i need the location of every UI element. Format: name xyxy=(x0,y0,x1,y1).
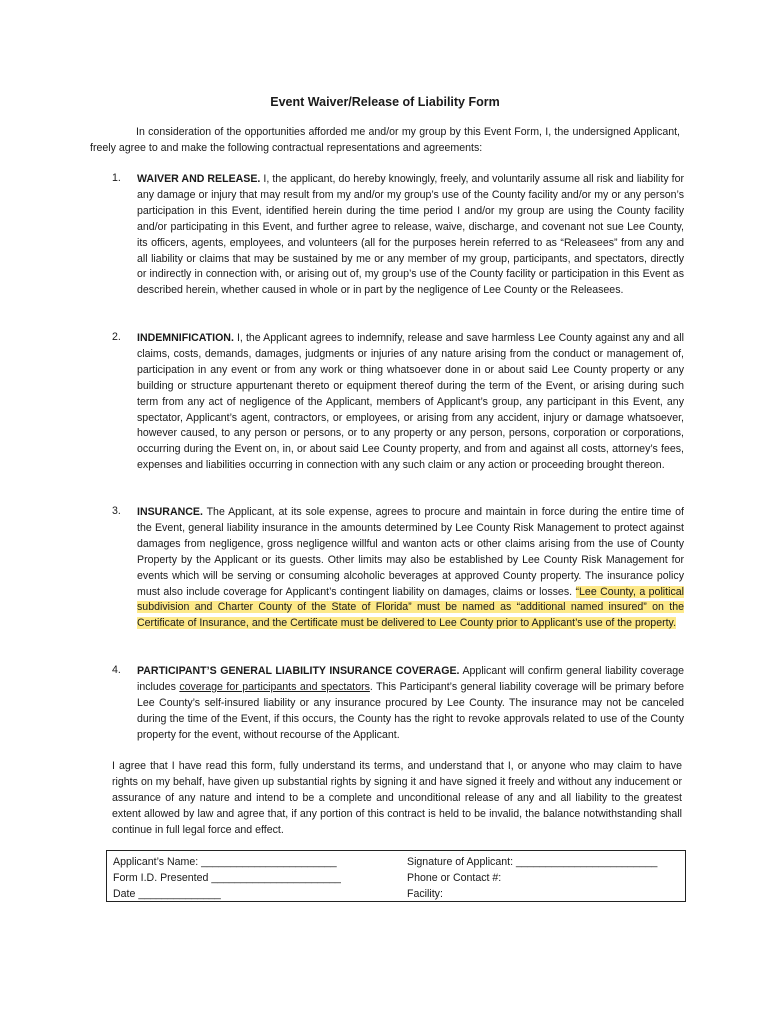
section-indemnification xyxy=(112,331,684,474)
section-text: I, the Applicant agrees to indemnify, release and save harmless Lee County against any and all claims, costs, demands, damages, judgments or injuries of any nature arising from the conduct or management of, participation in any event or from any work or thing whatsoever done in or about said Lee County property or any building or structure appurtenant thereto or equipment thereof during the term of the Event, or arising during such term from any act of negligence of the Applicant, members of Applicant’s group, any participant in this Event, any spectator, Applicant’s agent, contractors, or employees, or arising from any accident, injury or damage whatsoever, however caused, to any person or persons, or to any property or any person, persons, corporation or corporations, occurring during the Event on, in, or about said Lee County property, and from and against all costs, attorney’s fees, expenses and liabilities occurring in connection with any such claim or any action or proceeding brought thereon. xyxy=(137,332,684,472)
signature-block xyxy=(106,850,686,902)
section-number: 1. xyxy=(112,172,121,184)
form-id-field[interactable]: Form I.D. Presented ______________________ xyxy=(113,872,341,884)
section-number: 2. xyxy=(112,331,121,343)
section-heading: INSURANCE. xyxy=(137,506,203,518)
signature-left-column xyxy=(113,854,341,902)
section-insurance xyxy=(112,505,684,632)
facility-field[interactable]: Facility: xyxy=(407,888,443,900)
date-field[interactable]: Date ______________ xyxy=(113,888,221,900)
section-waiver-release xyxy=(112,172,684,299)
section-text-continued: . This Participant’s general liability coverage will be primary before Lee County’s self-insured liability or any insurance procured by Lee County. The insurance may not be canceled during the time of the Event, if this occurs, the County has the right to revoke approvals related to use of the County property for the event, without recourse of the Applicant. xyxy=(137,680,685,741)
section-heading: PARTICIPANT’S GENERAL LIABILITY INSURANCE COVERAGE. xyxy=(137,665,460,677)
intro-paragraph: In consideration of the opportunities afforded me and/or my group by this Event Form, I, the undersigned Applicant, freely agree to and make the following contractual representations and agreements: xyxy=(90,126,680,154)
closing-paragraph: I agree that I have read this form, fully understand its terms, and understand that I, or anyone who may claim to have rights on my behalf, have given up substantial rights by signing it and have signed it freely and without any inducement or assurance of any nature and intend to be a complete and unconditional release of any and all liability to the greatest extent allowed by law and agree that, if any portion of this contract is held to be invalid, the balance notwithstanding shall continue in full legal force and effect. xyxy=(112,760,682,836)
document-title: Event Waiver/Release of Liability Form xyxy=(270,95,500,109)
highlighted-insurance-requirement: “Lee County, a political subdivision and Charter County of the State of Florida” must be named as “additional named insured” on the Certificate of Insurance, and the Certificate must be delivered to Lee County prior to Applicant’s use of the property. xyxy=(137,585,684,630)
underlined-coverage-text: coverage for participants and spectators xyxy=(179,680,370,693)
signature-right-column xyxy=(407,854,657,902)
section-heading: WAIVER AND RELEASE. xyxy=(137,173,261,185)
section-number: 3. xyxy=(112,505,121,517)
section-participant-liability xyxy=(112,664,684,744)
applicant-signature-field[interactable]: Signature of Applicant: ________________________ xyxy=(407,856,658,868)
section-text: Applicant will confirm general liability coverage includes xyxy=(137,665,685,693)
section-text: I, the applicant, do hereby knowingly, freely, and voluntarily assume all risk and liability for any damage or injury that may result from my and/or my group’s use of the County facility and/or my or any person’s participation in this Event, identified herein during the time period I and/or my group are using the County facility and/or participating in this Event, and further agree to release, waive, discharge, and covenant not sue Lee County, its officers, agents, employees, and volunteers (all for the purposes herein referred to as “Releasees” from any and all liability or claims that may be sustained by me or any member of my group, participants, and spectators, directly or indirectly in connection with, or arising out of, my group’s use of the County facility or participation in this Event as described herein, whether caused in whole or in part by the negligence of Lee County or the Releasees. xyxy=(137,173,684,297)
phone-contact-field[interactable]: Phone or Contact #: xyxy=(407,872,502,884)
section-heading: INDEMNIFICATION. xyxy=(137,332,234,344)
section-text: The Applicant, at its sole expense, agrees to procure and maintain in force during the entire time of the Event, general liability insurance in the amounts determined by Lee County Risk Management to protect against damages from negligence, gross negligence willful and wanton acts or other claims arising from the use of County Property by the Applicant or its guests. Other limits may also be established by Lee County Risk Management for events which will be serving or consuming alcoholic beverages at approved County property. The insurance policy must also include coverage for Applicant’s contingent liability on damages, claims or losses. xyxy=(137,506,684,598)
section-number: 4. xyxy=(112,664,121,676)
applicant-name-field[interactable]: Applicant’s Name: _______________________ xyxy=(113,856,337,868)
